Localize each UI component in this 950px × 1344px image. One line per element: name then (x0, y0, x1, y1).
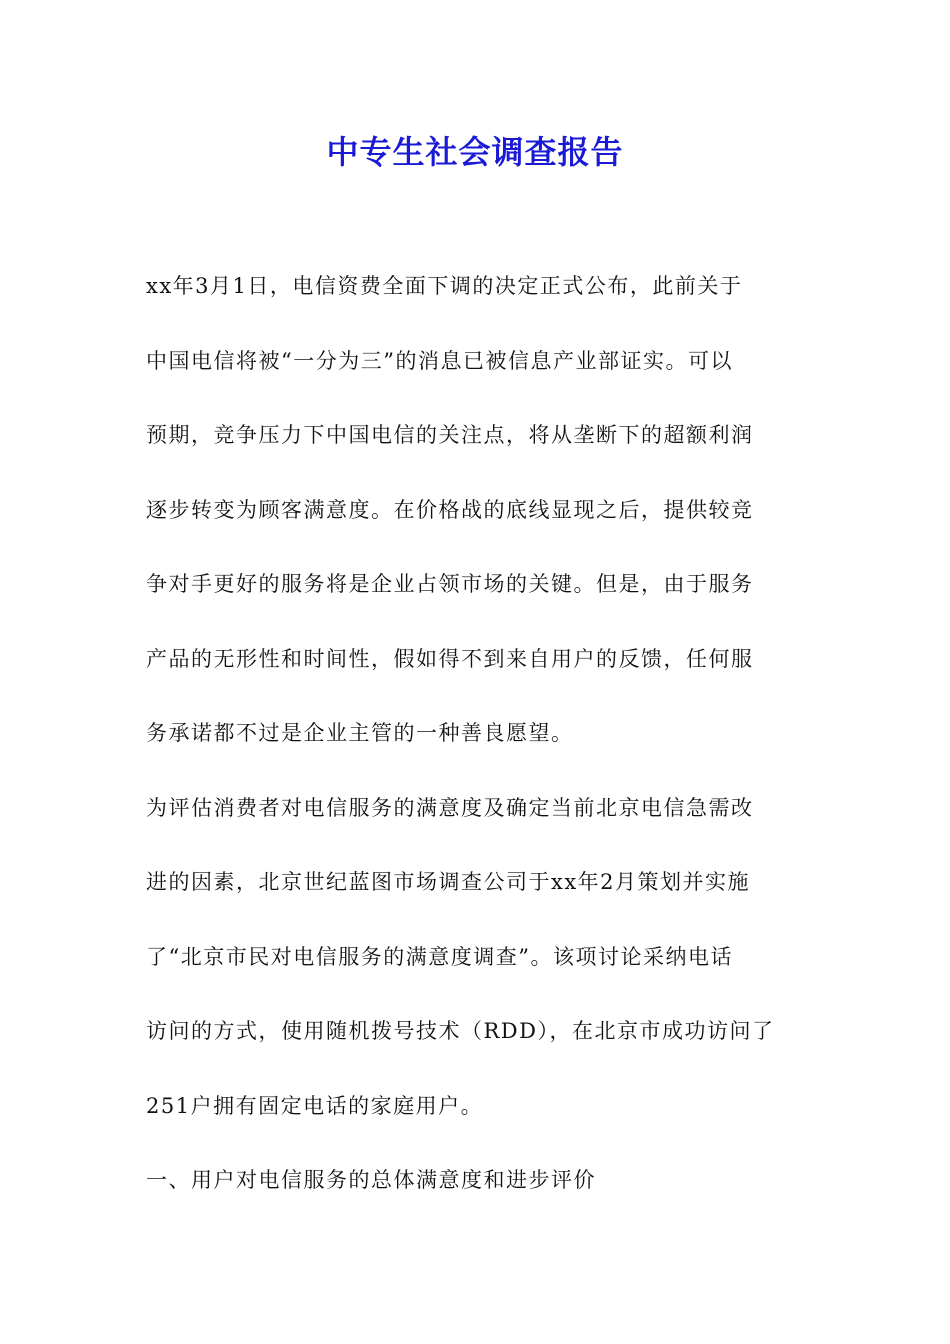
body-line: 了“北京市民对电信服务的满意度调查”。该项讨论采纳电话 (146, 944, 733, 969)
body-line: 争对手更好的服务将是企业占领市场的关键。但是，由于服务 (146, 572, 754, 596)
body-line: 产品的无形性和时间性，假如得不到来自用户的反馈，任何服 (146, 646, 754, 671)
body-line: 访问的方式，使用随机拨号技术（RDD），在北京市成功访问了 (146, 1019, 775, 1043)
document-body (146, 262, 806, 1231)
body-line: 预期，竞争压力下中国电信的关注点，将从垄断下的超额利润 (146, 423, 754, 447)
body-line: 逐步转变为顾客满意度。在价格战的底线显现之后，提供较竞 (146, 497, 754, 522)
body-line: 中国电信将被“一分为三”的消息已被信息产业部证实。可以 (146, 348, 733, 373)
body-line: xx年3月1日，电信资费全面下调的决定正式公布，此前关于 (146, 274, 743, 298)
body-line: 务承诺都不过是企业主管的一种善良愿望。 (146, 721, 574, 745)
document-title: 中专生社会调查报告 (326, 133, 624, 171)
body-line: 251户拥有固定电话的家庭用户。 (146, 1093, 484, 1118)
section-heading: 一、用户对电信服务的总体满意度和进步评价 (146, 1168, 596, 1192)
body-line: 进的因素，北京世纪蓝图市场调查公司于xx年2月策划并实施 (146, 870, 751, 894)
body-line: 为评估消费者对电信服务的满意度及确定当前北京电信急需改 (146, 795, 754, 820)
